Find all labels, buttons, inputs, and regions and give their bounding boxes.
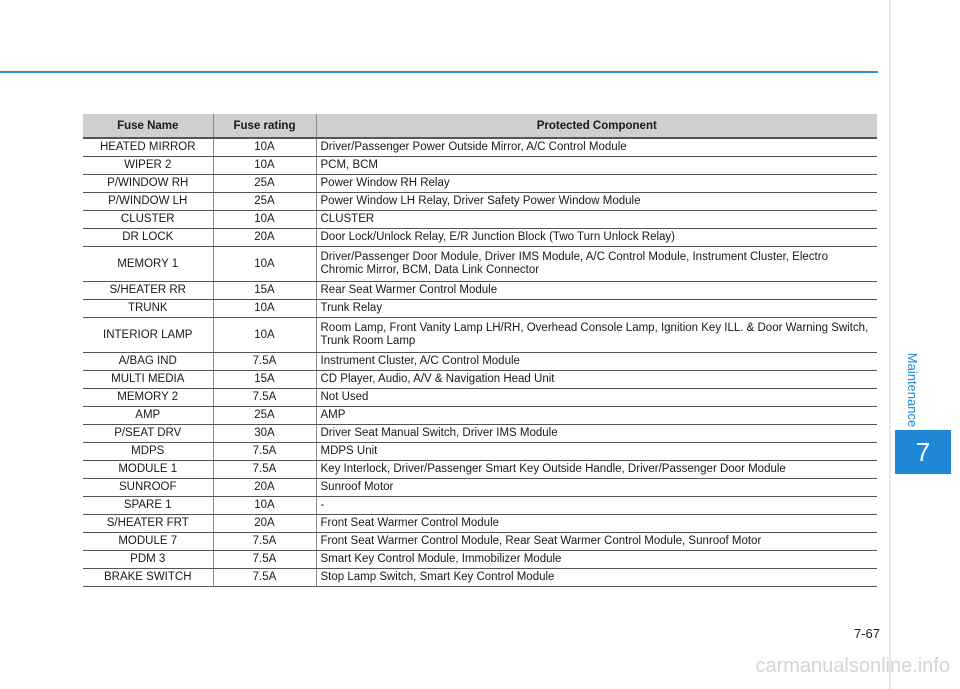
fuse-rating-cell: 10A: [213, 300, 316, 318]
fuse-name-cell: WIPER 2: [83, 157, 213, 175]
fuse-rating-cell: 20A: [213, 479, 316, 497]
fuse-rating-cell: 25A: [213, 175, 316, 193]
fuse-name-cell: P/WINDOW RH: [83, 175, 213, 193]
table-row: [83, 569, 877, 587]
table-row: [83, 282, 877, 300]
table-row: [83, 353, 877, 371]
fuse-rating-cell: 7.5A: [213, 569, 316, 587]
fuse-rating-cell: 20A: [213, 515, 316, 533]
fuse-rating-cell: 20A: [213, 229, 316, 247]
fuse-name-cell: MULTI MEDIA: [83, 371, 213, 389]
protected-component-cell: Rear Seat Warmer Control Module: [316, 282, 877, 300]
protected-component-cell: Front Seat Warmer Control Module: [316, 515, 877, 533]
fuse-rating-cell: 7.5A: [213, 353, 316, 371]
fuse-name-cell: S/HEATER FRT: [83, 515, 213, 533]
table-body: [83, 138, 877, 587]
table-row: [83, 443, 877, 461]
fuse-rating-cell: 10A: [213, 157, 316, 175]
fuse-rating-cell: 10A: [213, 211, 316, 229]
fuse-name-cell: S/HEATER RR: [83, 282, 213, 300]
fuse-rating-cell: 15A: [213, 371, 316, 389]
fuse-name-cell: PDM 3: [83, 551, 213, 569]
fuse-name-cell: MEMORY 1: [83, 247, 213, 282]
table-row: [83, 425, 877, 443]
fuse-rating-cell: 10A: [213, 318, 316, 353]
protected-component-cell: Room Lamp, Front Vanity Lamp LH/RH, Overhead Console Lamp, Ignition Key ILL. & Door Warning Switch, Trunk Room Lamp: [316, 318, 877, 353]
protected-component-cell: Smart Key Control Module, Immobilizer Module: [316, 551, 877, 569]
table-row: [83, 407, 877, 425]
protected-component-cell: Power Window RH Relay: [316, 175, 877, 193]
table-row: [83, 497, 877, 515]
protected-component-cell: CLUSTER: [316, 211, 877, 229]
fuse-rating-cell: 7.5A: [213, 533, 316, 551]
fuse-name-cell: MODULE 7: [83, 533, 213, 551]
table-row: [83, 318, 877, 353]
fuse-name-cell: SUNROOF: [83, 479, 213, 497]
page-number: 7-67: [853, 626, 880, 641]
fuse-name-cell: MODULE 1: [83, 461, 213, 479]
protected-component-cell: Door Lock/Unlock Relay, E/R Junction Block (Two Turn Unlock Relay): [316, 229, 877, 247]
protected-component-cell: Not Used: [316, 389, 877, 407]
table-row: [83, 157, 877, 175]
table-row: [83, 533, 877, 551]
protected-component-cell: Trunk Relay: [316, 300, 877, 318]
fuse-name-cell: P/SEAT DRV: [83, 425, 213, 443]
table-row: [83, 515, 877, 533]
fuse-name-cell: MEMORY 2: [83, 389, 213, 407]
fuse-name-cell: A/BAG IND: [83, 353, 213, 371]
chapter-tab: 7: [895, 430, 951, 474]
protected-component-cell: Power Window LH Relay, Driver Safety Power Window Module: [316, 193, 877, 211]
fuse-rating-cell: 30A: [213, 425, 316, 443]
table-row: [83, 193, 877, 211]
fuse-name-cell: BRAKE SWITCH: [83, 569, 213, 587]
table-row: [83, 211, 877, 229]
table-row: [83, 551, 877, 569]
fuse-name-cell: HEATED MIRROR: [83, 138, 213, 157]
top-rule: [0, 71, 878, 73]
protected-component-cell: PCM, BCM: [316, 157, 877, 175]
protected-component-cell: Instrument Cluster, A/C Control Module: [316, 353, 877, 371]
fuse-name-cell: CLUSTER: [83, 211, 213, 229]
fuse-rating-cell: 7.5A: [213, 443, 316, 461]
fuse-rating-cell: 10A: [213, 497, 316, 515]
protected-component-cell: Driver Seat Manual Switch, Driver IMS Module: [316, 425, 877, 443]
table-row: [83, 461, 877, 479]
fuse-rating-cell: 7.5A: [213, 461, 316, 479]
header-fuse-name: Fuse Name: [83, 114, 213, 138]
fuse-rating-cell: 7.5A: [213, 551, 316, 569]
table-row: [83, 389, 877, 407]
fuse-rating-cell: 7.5A: [213, 389, 316, 407]
protected-component-cell: Sunroof Motor: [316, 479, 877, 497]
fuse-name-cell: DR LOCK: [83, 229, 213, 247]
side-rule: [889, 0, 891, 689]
protected-component-cell: Driver/Passenger Power Outside Mirror, A/C Control Module: [316, 138, 877, 157]
header-protected-component: Protected Component: [316, 114, 877, 138]
table-row: [83, 371, 877, 389]
fuse-name-cell: SPARE 1: [83, 497, 213, 515]
fuse-name-cell: AMP: [83, 407, 213, 425]
fuse-table: [83, 114, 877, 587]
fuse-rating-cell: 10A: [213, 138, 316, 157]
fuse-name-cell: INTERIOR LAMP: [83, 318, 213, 353]
chapter-title: Maintenance: [905, 352, 920, 428]
header-fuse-rating: Fuse rating: [213, 114, 316, 138]
protected-component-cell: AMP: [316, 407, 877, 425]
table-row: [83, 300, 877, 318]
protected-component-cell: CD Player, Audio, A/V & Navigation Head Unit: [316, 371, 877, 389]
table-row: [83, 138, 877, 157]
protected-component-cell: Front Seat Warmer Control Module, Rear Seat Warmer Control Module, Sunroof Motor: [316, 533, 877, 551]
fuse-name-cell: P/WINDOW LH: [83, 193, 213, 211]
table-row: [83, 229, 877, 247]
fuse-name-cell: TRUNK: [83, 300, 213, 318]
fuse-name-cell: MDPS: [83, 443, 213, 461]
table-header-row: [83, 114, 877, 138]
watermark: carmanualsonline.info: [755, 655, 950, 677]
fuse-rating-cell: 25A: [213, 407, 316, 425]
protected-component-cell: Driver/Passenger Door Module, Driver IMS Module, A/C Control Module, Instrument Cluster, Electro Chromic Mirror, BCM, Data Link Connector: [316, 247, 877, 282]
fuse-rating-cell: 15A: [213, 282, 316, 300]
protected-component-cell: MDPS Unit: [316, 443, 877, 461]
protected-component-cell: Stop Lamp Switch, Smart Key Control Module: [316, 569, 877, 587]
table-row: [83, 175, 877, 193]
fuse-rating-cell: 25A: [213, 193, 316, 211]
table-row: [83, 247, 877, 282]
protected-component-cell: Key Interlock, Driver/Passenger Smart Key Outside Handle, Driver/Passenger Door Module: [316, 461, 877, 479]
protected-component-cell: -: [316, 497, 877, 515]
fuse-rating-cell: 10A: [213, 247, 316, 282]
table-row: [83, 479, 877, 497]
